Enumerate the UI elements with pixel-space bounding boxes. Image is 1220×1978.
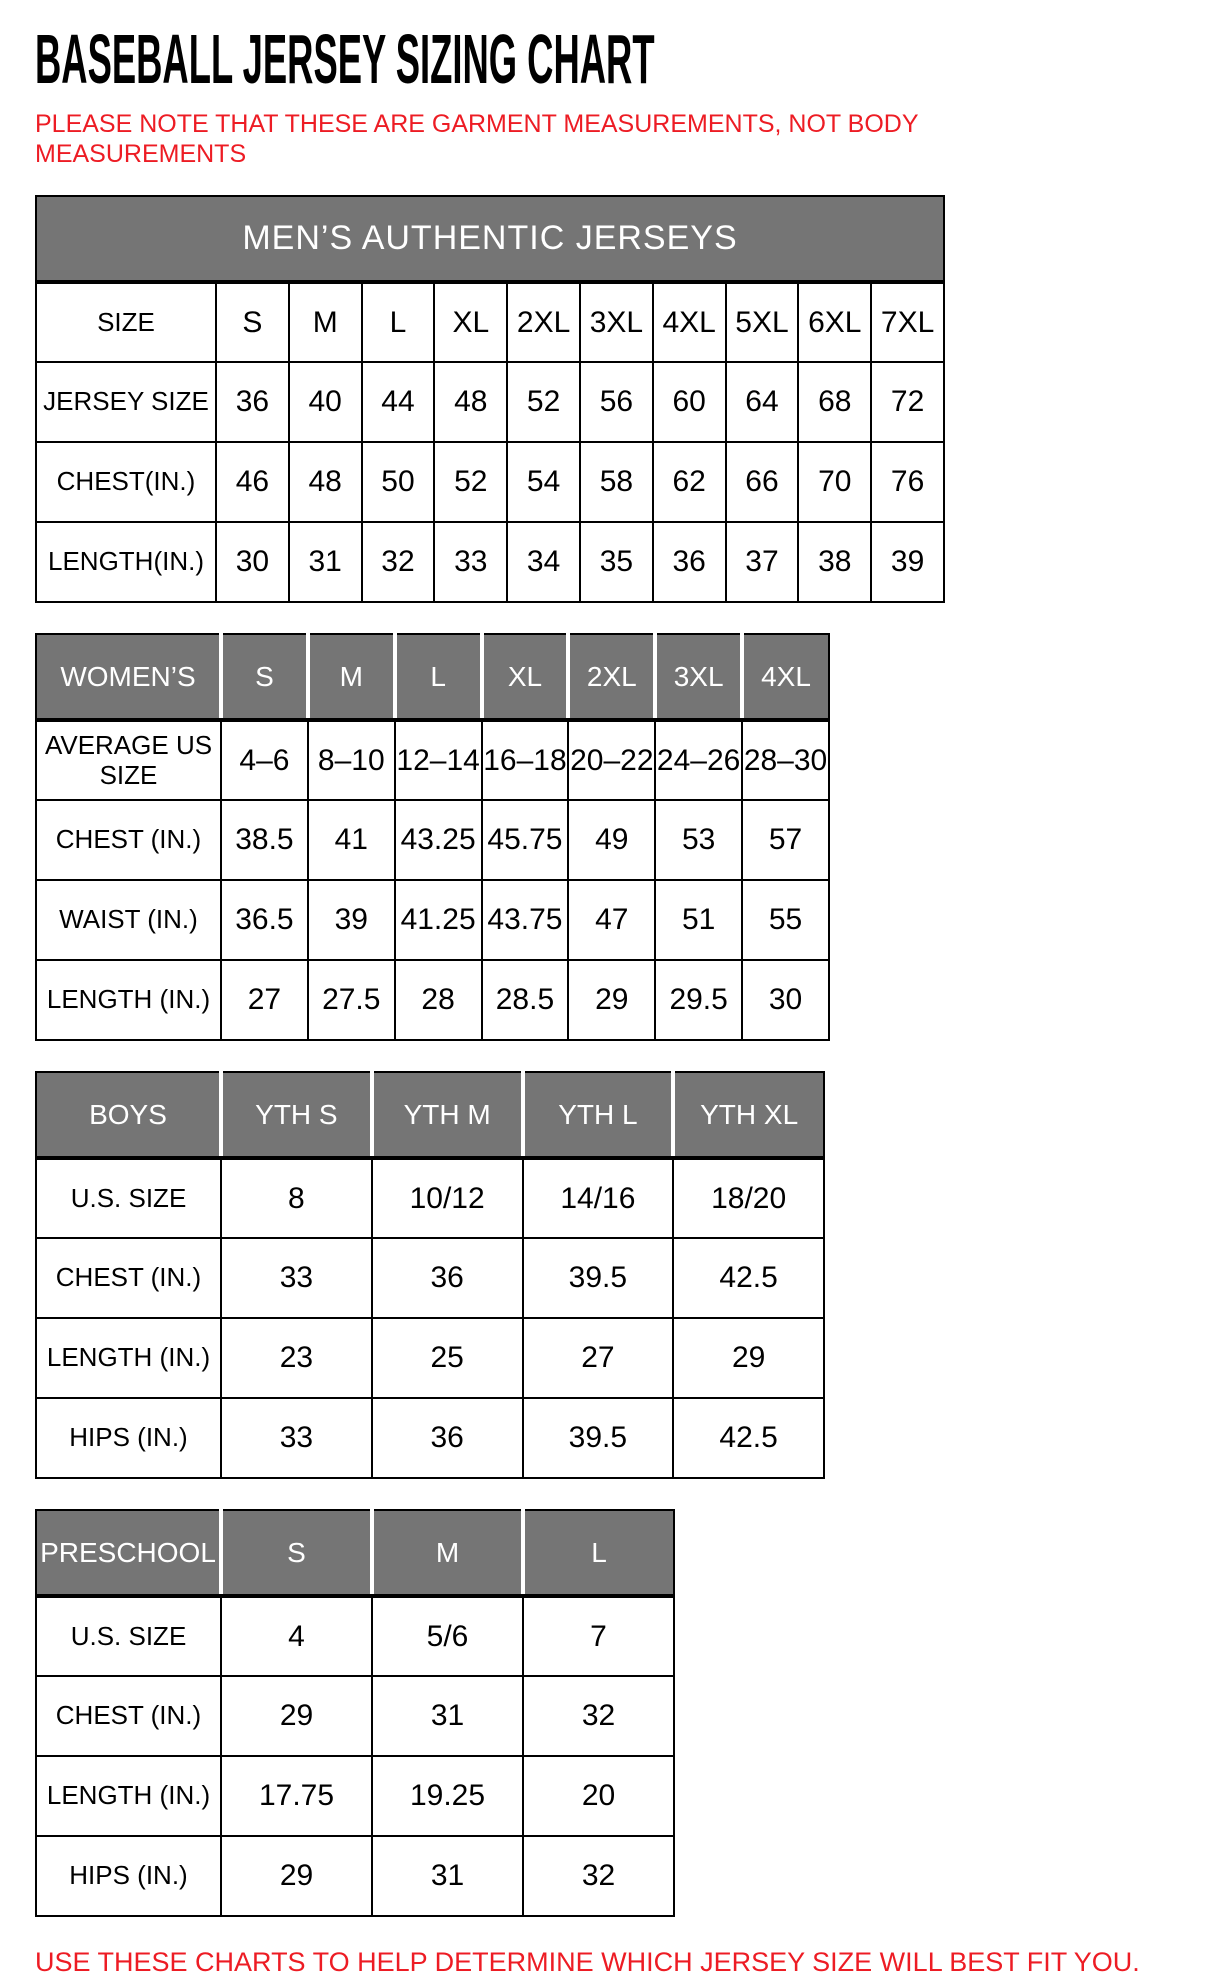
mens-table-row [36, 282, 944, 362]
value-cell: 66 [726, 442, 799, 522]
boys-size-header: YTH XL [673, 1072, 824, 1158]
value-cell: 29 [221, 1836, 372, 1916]
value-cell: 33 [434, 522, 507, 602]
value-cell: 68 [798, 362, 871, 442]
row-label: CHEST (IN.) [36, 1238, 221, 1318]
value-cell: 58 [580, 442, 653, 522]
mens-table-row [36, 362, 944, 442]
value-cell: 54 [507, 442, 580, 522]
value-cell: 5XL [726, 282, 799, 362]
value-cell: 34 [507, 522, 580, 602]
preschool-size-header: L [523, 1510, 674, 1596]
value-cell: 30 [216, 522, 289, 602]
row-label: CHEST (IN.) [36, 1676, 221, 1756]
womens-table-row [36, 800, 829, 880]
boys-header-label: BOYS [36, 1072, 221, 1158]
womens-table-row [36, 880, 829, 960]
womens-size-header: 2XL [568, 634, 655, 720]
value-cell: S [216, 282, 289, 362]
boys-header-row [36, 1072, 824, 1158]
value-cell: 19.25 [372, 1756, 523, 1836]
value-cell: 20–22 [568, 720, 655, 800]
value-cell: 36.5 [221, 880, 308, 960]
preschool-header-row [36, 1510, 674, 1596]
preschool-table-section [35, 1509, 1200, 1917]
value-cell: 4 [221, 1596, 372, 1676]
value-cell: 46 [216, 442, 289, 522]
preschool-table-row [36, 1836, 674, 1916]
value-cell: 52 [507, 362, 580, 442]
row-label: CHEST (IN.) [36, 800, 221, 880]
mens-sizing-table [35, 195, 945, 603]
row-label: WAIST (IN.) [36, 880, 221, 960]
value-cell: 20 [523, 1756, 674, 1836]
row-label: U.S. SIZE [36, 1596, 221, 1676]
womens-table-row [36, 960, 829, 1040]
row-label: HIPS (IN.) [36, 1398, 221, 1478]
preschool-size-header: M [372, 1510, 523, 1596]
value-cell: M [289, 282, 362, 362]
value-cell: 33 [221, 1398, 372, 1478]
value-cell: 32 [523, 1836, 674, 1916]
womens-header-label: WOMEN’S [36, 634, 221, 720]
value-cell: 39 [308, 880, 395, 960]
value-cell: 32 [362, 522, 435, 602]
row-label: SIZE [36, 282, 216, 362]
value-cell: 36 [372, 1238, 523, 1318]
value-cell: 23 [221, 1318, 372, 1398]
value-cell: 44 [362, 362, 435, 442]
boys-sizing-table [35, 1071, 825, 1479]
boys-table-row [36, 1158, 824, 1238]
value-cell: 29 [673, 1318, 824, 1398]
value-cell: 18/20 [673, 1158, 824, 1238]
preschool-table-row [36, 1596, 674, 1676]
value-cell: 28 [395, 960, 482, 1040]
value-cell: 43.25 [395, 800, 482, 880]
value-cell: 45.75 [482, 800, 569, 880]
womens-size-header: L [395, 634, 482, 720]
value-cell: 17.75 [221, 1756, 372, 1836]
value-cell: 38 [798, 522, 871, 602]
value-cell: 39 [871, 522, 944, 602]
value-cell: 4XL [653, 282, 726, 362]
value-cell: 47 [568, 880, 655, 960]
value-cell: 27 [221, 960, 308, 1040]
page-title: BASEBALL JERSEY SIZING CHART [35, 20, 655, 98]
value-cell: 31 [372, 1676, 523, 1756]
value-cell: 72 [871, 362, 944, 442]
value-cell: 16–18 [482, 720, 569, 800]
boys-size-header: YTH S [221, 1072, 372, 1158]
value-cell: 39.5 [523, 1398, 674, 1478]
womens-size-header: S [221, 634, 308, 720]
footer-note: USE THESE CHARTS TO HELP DETERMINE WHICH JERSEY SIZE WILL BEST FIT YOU. [35, 1947, 1140, 1977]
womens-sizing-table [35, 633, 830, 1041]
value-cell: 62 [653, 442, 726, 522]
value-cell: 25 [372, 1318, 523, 1398]
value-cell: 38.5 [221, 800, 308, 880]
value-cell: 76 [871, 442, 944, 522]
boys-size-header: YTH M [372, 1072, 523, 1158]
value-cell: 39.5 [523, 1238, 674, 1318]
value-cell: 50 [362, 442, 435, 522]
value-cell: 29.5 [655, 960, 742, 1040]
value-cell: 30 [742, 960, 829, 1040]
value-cell: 8–10 [308, 720, 395, 800]
boys-table-section [35, 1071, 1200, 1479]
row-label: LENGTH (IN.) [36, 1318, 221, 1398]
value-cell: 28.5 [482, 960, 569, 1040]
value-cell: 48 [434, 362, 507, 442]
preschool-sizing-table [35, 1509, 675, 1917]
value-cell: 70 [798, 442, 871, 522]
value-cell: 7 [523, 1596, 674, 1676]
womens-size-header: M [308, 634, 395, 720]
preschool-header-label: PRESCHOOL [36, 1510, 221, 1596]
preschool-table-row [36, 1676, 674, 1756]
boys-table-row [36, 1238, 824, 1318]
value-cell: 60 [653, 362, 726, 442]
value-cell: 28–30 [742, 720, 829, 800]
value-cell: L [362, 282, 435, 362]
value-cell: 3XL [580, 282, 653, 362]
value-cell: 42.5 [673, 1238, 824, 1318]
value-cell: 27 [523, 1318, 674, 1398]
value-cell: 37 [726, 522, 799, 602]
mens-table-row [36, 442, 944, 522]
value-cell: 48 [289, 442, 362, 522]
womens-table-section [35, 633, 1200, 1041]
womens-header-row [36, 634, 829, 720]
value-cell: 41.25 [395, 880, 482, 960]
mens-table-row [36, 522, 944, 602]
row-label: LENGTH(IN.) [36, 522, 216, 602]
value-cell: XL [434, 282, 507, 362]
value-cell: 32 [523, 1676, 674, 1756]
value-cell: 36 [372, 1398, 523, 1478]
row-label: JERSEY SIZE [36, 362, 216, 442]
value-cell: 56 [580, 362, 653, 442]
value-cell: 51 [655, 880, 742, 960]
value-cell: 29 [568, 960, 655, 1040]
value-cell: 10/12 [372, 1158, 523, 1238]
row-label: AVERAGE US SIZE [36, 720, 221, 800]
row-label: LENGTH (IN.) [36, 960, 221, 1040]
value-cell: 35 [580, 522, 653, 602]
mens-table-section [35, 195, 1200, 603]
value-cell: 36 [216, 362, 289, 442]
value-cell: 14/16 [523, 1158, 674, 1238]
womens-size-header: 3XL [655, 634, 742, 720]
value-cell: 49 [568, 800, 655, 880]
row-label: CHEST(IN.) [36, 442, 216, 522]
value-cell: 57 [742, 800, 829, 880]
value-cell: 5/6 [372, 1596, 523, 1676]
value-cell: 53 [655, 800, 742, 880]
value-cell: 41 [308, 800, 395, 880]
value-cell: 33 [221, 1238, 372, 1318]
value-cell: 8 [221, 1158, 372, 1238]
value-cell: 6XL [798, 282, 871, 362]
boys-size-header: YTH L [523, 1072, 674, 1158]
value-cell: 42.5 [673, 1398, 824, 1478]
preschool-size-header: S [221, 1510, 372, 1596]
value-cell: 31 [372, 1836, 523, 1916]
row-label: LENGTH (IN.) [36, 1756, 221, 1836]
boys-table-row [36, 1318, 824, 1398]
womens-size-header: 4XL [742, 634, 829, 720]
value-cell: 43.75 [482, 880, 569, 960]
value-cell: 52 [434, 442, 507, 522]
value-cell: 2XL [507, 282, 580, 362]
womens-table-row [36, 720, 829, 800]
value-cell: 55 [742, 880, 829, 960]
value-cell: 40 [289, 362, 362, 442]
mens-header-row [36, 196, 944, 282]
garment-measurement-note: PLEASE NOTE THAT THESE ARE GARMENT MEASUREMENTS, NOT BODY MEASUREMENTS [35, 110, 919, 168]
value-cell: 31 [289, 522, 362, 602]
boys-table-row [36, 1398, 824, 1478]
value-cell: 36 [653, 522, 726, 602]
value-cell: 64 [726, 362, 799, 442]
value-cell: 12–14 [395, 720, 482, 800]
value-cell: 24–26 [655, 720, 742, 800]
row-label: U.S. SIZE [36, 1158, 221, 1238]
mens-table-title: MEN’S AUTHENTIC JERSEYS [36, 196, 944, 282]
womens-size-header: XL [482, 634, 569, 720]
value-cell: 29 [221, 1676, 372, 1756]
value-cell: 27.5 [308, 960, 395, 1040]
value-cell: 7XL [871, 282, 944, 362]
row-label: HIPS (IN.) [36, 1836, 221, 1916]
preschool-table-row [36, 1756, 674, 1836]
value-cell: 4–6 [221, 720, 308, 800]
